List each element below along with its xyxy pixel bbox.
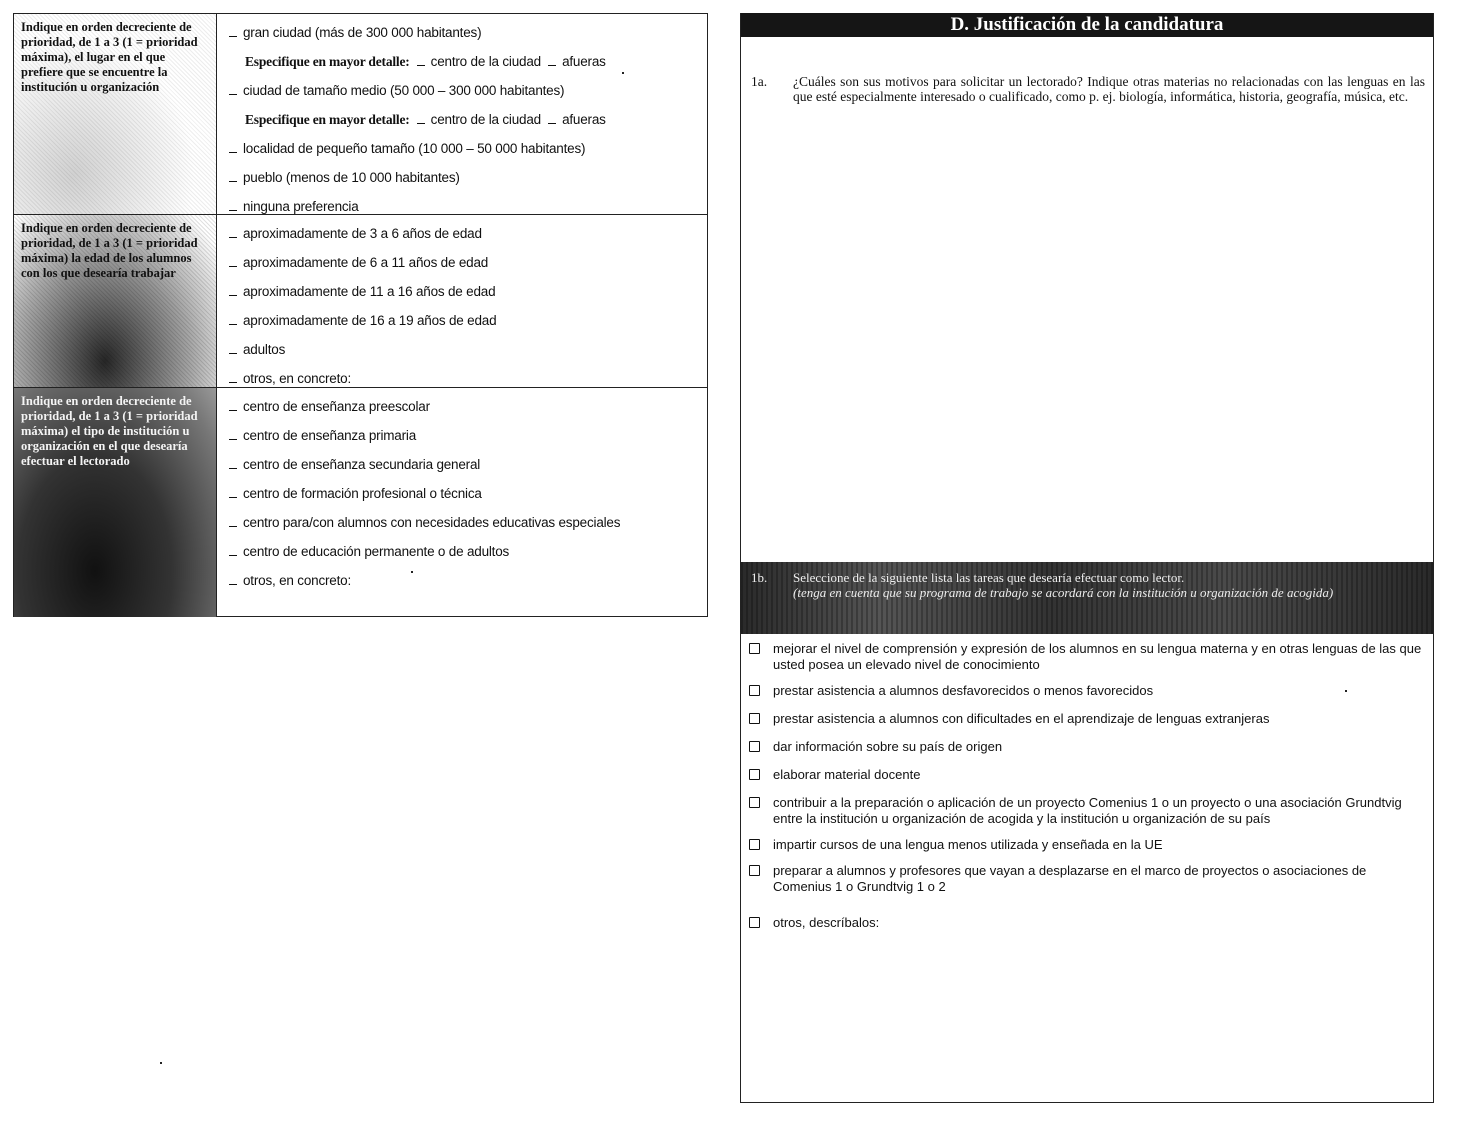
question-1a-text: ¿Cuáles son sus motivos para solicitar un lectorado? Indique otras materias no relacionadas con las lenguas en las que esté especialmente interesado o cualificado, como p. ej. biología, informática, historia, geografía, música, etc. — [793, 74, 1425, 104]
task-label: prestar asistencia a alumnos desfavorecidos o menos favorecidos — [773, 683, 1154, 698]
priority-blank[interactable] — [229, 545, 237, 556]
scan-speck — [1345, 690, 1347, 692]
choice-afueras: afueras — [562, 112, 606, 127]
choice-centro: centro de la ciudad — [430, 54, 541, 69]
institution-options — [217, 388, 707, 617]
option-label: centro de enseñanza preescolar — [243, 399, 430, 414]
tasks-checklist — [749, 641, 1425, 931]
option-gran-ciudad[interactable] — [229, 18, 697, 47]
scan-speck — [622, 72, 624, 74]
detail-gran-ciudad — [229, 47, 697, 76]
location-preference-section — [14, 14, 707, 215]
priority-blank[interactable] — [229, 400, 237, 411]
task-item[interactable] — [749, 711, 1425, 727]
priority-blank[interactable] — [229, 487, 237, 498]
option-ciudad-media[interactable] — [229, 76, 697, 105]
option-label: aproximadamente de 3 a 6 años de edad — [243, 226, 482, 241]
task-label: impartir cursos de una lengua menos utilizada y enseñada en la UE — [773, 837, 1163, 852]
priority-blank[interactable] — [229, 171, 237, 182]
question-1a-number: 1a. — [751, 74, 768, 89]
checkbox[interactable] — [749, 713, 760, 724]
preferences-table — [13, 13, 708, 617]
option-label: localidad de pequeño tamaño (10 000 – 50 000 habitantes) — [243, 141, 586, 156]
option-label: ninguna preferencia — [243, 199, 359, 214]
task-label: contribuir a la preparación o aplicación de un proyecto Comenius 1 o un proyecto o una asociación Grundtvig entre la institución u organización de acogida y la institución u organización de su país — [773, 795, 1402, 826]
priority-blank[interactable] — [229, 285, 237, 296]
option-label: otros, en concreto: — [243, 371, 352, 386]
option-label: aproximadamente de 6 a 11 años de edad — [243, 255, 489, 270]
question-1b-instructions — [793, 570, 1425, 600]
detail-label: Especifique en mayor detalle: — [245, 112, 410, 127]
option-label: centro para/con alumnos con necesidades educativas especiales — [243, 515, 621, 530]
option-label: adultos — [243, 342, 286, 357]
option-label: centro de enseñanza secundaria general — [243, 457, 481, 472]
option-label: centro de educación permanente o de adultos — [243, 544, 510, 559]
location-preference-label: Indique en orden decreciente de prioridad, de 1 a 3 (1 = prioridad máxima), el lugar en el que prefiere que se encuentre la institución u organización — [14, 14, 217, 214]
question-1a — [751, 74, 1425, 104]
checkbox[interactable] — [749, 797, 760, 808]
checkbox[interactable] — [749, 741, 760, 752]
priority-blank[interactable] — [229, 256, 237, 267]
institution-type-label: Indique en orden decreciente de prioridad, de 1 a 3 (1 = prioridad máxima) el tipo de institución u organización en el que desearía efectuar el lectorado — [14, 388, 217, 617]
priority-blank[interactable] — [229, 516, 237, 527]
afueras-blank[interactable] — [548, 113, 556, 124]
task-item[interactable] — [749, 915, 1425, 931]
priority-blank[interactable] — [229, 574, 237, 585]
priority-blank[interactable] — [229, 84, 237, 95]
task-item[interactable] — [749, 795, 1425, 827]
option-label: otros, en concreto: — [243, 573, 352, 588]
task-label: prestar asistencia a alumnos con dificultades en el aprendizaje de lenguas extranjeras — [773, 711, 1270, 726]
task-item[interactable] — [749, 683, 1425, 699]
option-label: gran ciudad (más de 300 000 habitantes) — [243, 25, 482, 40]
justification-panel — [740, 13, 1434, 1103]
question-1b — [741, 562, 1433, 634]
question-1b-text: Seleccione de la siguiente lista las tareas que desearía efectuar como lector. — [793, 570, 1185, 585]
option-age-6-11[interactable] — [229, 248, 697, 277]
option-localidad-pequena[interactable] — [229, 134, 697, 163]
detail-ciudad-media — [229, 105, 697, 134]
age-options — [217, 215, 707, 387]
priority-blank[interactable] — [229, 227, 237, 238]
priority-blank[interactable] — [229, 372, 237, 383]
scan-speck — [160, 1062, 162, 1064]
option-secundaria[interactable] — [229, 450, 697, 479]
task-label: dar información sobre su país de origen — [773, 739, 1003, 754]
priority-blank[interactable] — [229, 200, 237, 211]
priority-blank[interactable] — [229, 429, 237, 440]
option-label: ciudad de tamaño medio (50 000 – 300 000 habitantes) — [243, 83, 565, 98]
option-formacion-profesional[interactable] — [229, 479, 697, 508]
question-1b-subtext: (tenga en cuenta que su programa de trabajo se acordará con la institución u organización de acogida) — [793, 585, 1334, 600]
task-item[interactable] — [749, 739, 1425, 755]
centro-blank[interactable] — [417, 113, 425, 124]
option-preescolar[interactable] — [229, 392, 697, 421]
institution-type-section — [14, 388, 707, 617]
checkbox[interactable] — [749, 839, 760, 850]
section-d-header: D. Justificación de la candidatura — [741, 13, 1433, 37]
age-preference-section — [14, 215, 707, 388]
choice-centro: centro de la ciudad — [430, 112, 541, 127]
task-label: otros, descríbalos: — [773, 915, 880, 930]
task-label: mejorar el nivel de comprensión y expresión de los alumnos en su lengua materna y en otras lenguas de las que usted posea un elevado nivel de conocimiento — [773, 641, 1422, 672]
option-primaria[interactable] — [229, 421, 697, 450]
checkbox[interactable] — [749, 917, 760, 928]
centro-blank[interactable] — [417, 55, 425, 66]
option-necesidades-especiales[interactable] — [229, 508, 697, 537]
option-adultos[interactable] — [229, 335, 697, 364]
checkbox[interactable] — [749, 685, 760, 696]
priority-blank[interactable] — [229, 458, 237, 469]
choice-afueras: afueras — [562, 54, 606, 69]
option-pueblo[interactable] — [229, 163, 697, 192]
checkbox[interactable] — [749, 865, 760, 876]
task-label: preparar a alumnos y profesores que vayan a desplazarse en el marco de proyectos o asociaciones de Comenius 1 o Grundtvig 1 o 2 — [773, 863, 1367, 894]
task-item[interactable] — [749, 863, 1425, 895]
task-item[interactable] — [749, 641, 1425, 673]
afueras-blank[interactable] — [548, 55, 556, 66]
priority-blank[interactable] — [229, 314, 237, 325]
task-item[interactable] — [749, 767, 1425, 783]
option-label: aproximadamente de 16 a 19 años de edad — [243, 313, 497, 328]
priority-blank[interactable] — [229, 26, 237, 37]
option-age-3-6[interactable] — [229, 219, 697, 248]
scan-speck — [411, 571, 413, 573]
option-age-11-16[interactable] — [229, 277, 697, 306]
option-age-16-19[interactable] — [229, 306, 697, 335]
checkbox[interactable] — [749, 643, 760, 654]
question-1b-number: 1b. — [751, 570, 768, 585]
option-institution-otros[interactable] — [229, 566, 697, 595]
task-label: elaborar material docente — [773, 767, 921, 782]
priority-blank[interactable] — [229, 343, 237, 354]
option-label: pueblo (menos de 10 000 habitantes) — [243, 170, 460, 185]
detail-label: Especifique en mayor detalle: — [245, 54, 410, 69]
location-options — [217, 14, 707, 214]
checkbox[interactable] — [749, 769, 760, 780]
priority-blank[interactable] — [229, 142, 237, 153]
option-label: aproximadamente de 11 a 16 años de edad — [243, 284, 496, 299]
option-educacion-adultos[interactable] — [229, 537, 697, 566]
task-item[interactable] — [749, 837, 1425, 853]
option-label: centro de enseñanza primaria — [243, 428, 417, 443]
age-preference-label: Indique en orden decreciente de prioridad, de 1 a 3 (1 = prioridad máxima) la edad de los alumnos con los que desearía trabajar — [14, 215, 217, 387]
option-label: centro de formación profesional o técnica — [243, 486, 482, 501]
